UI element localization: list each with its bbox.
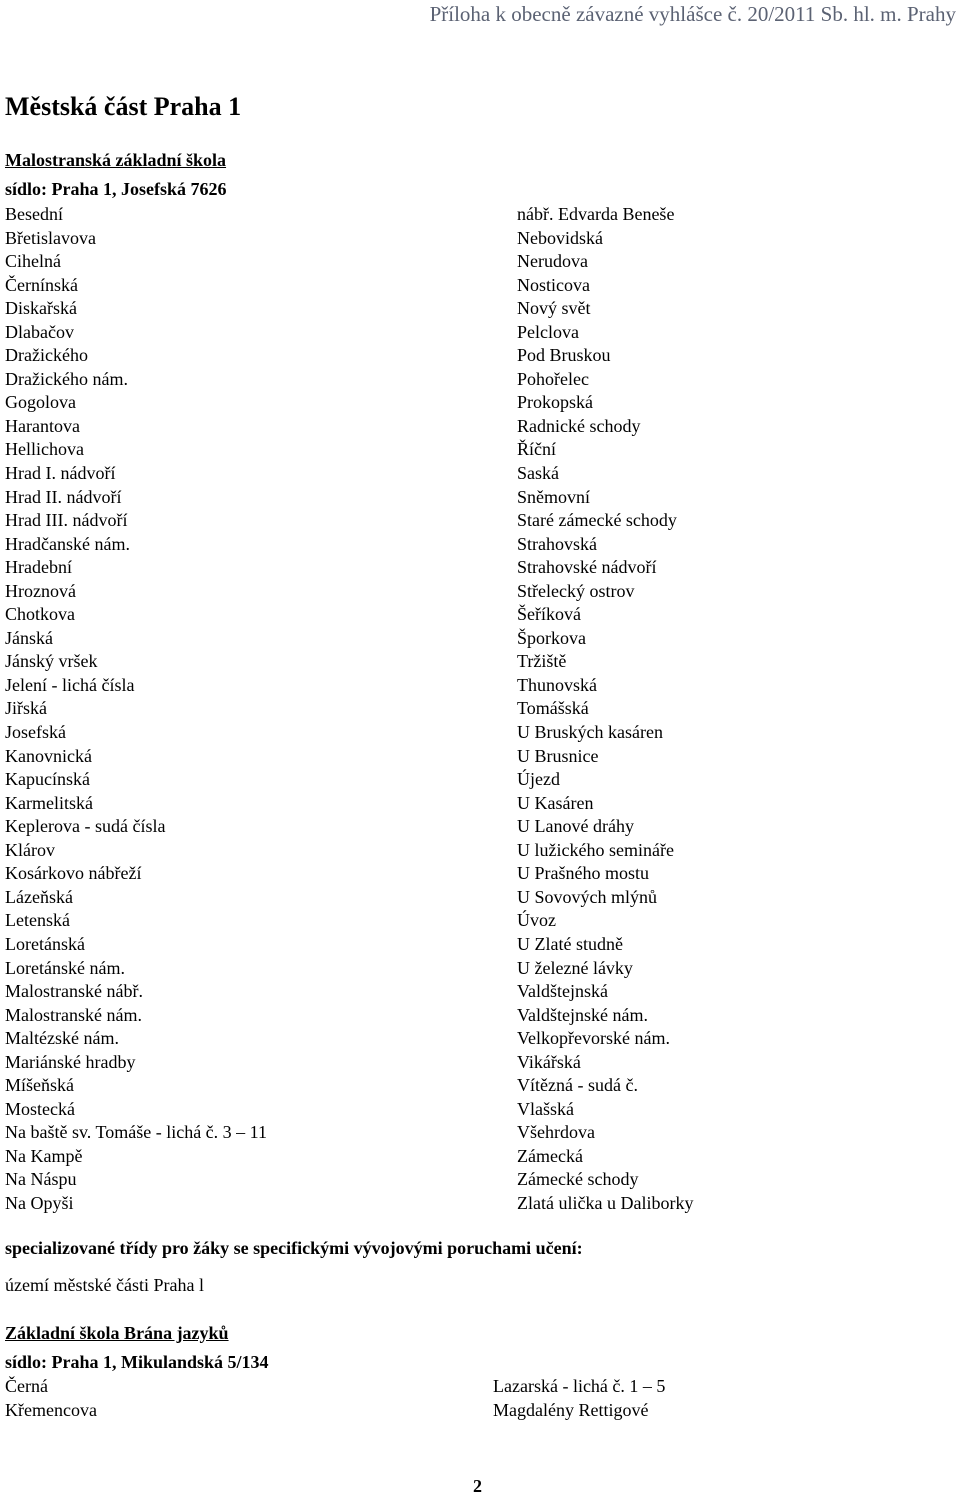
street-item: Dražického (5, 345, 88, 366)
street-item: Jánská (5, 627, 53, 648)
document-header: Příloha k obecně závazné vyhlášce č. 20/2011 Sb. hl. m. Prahy (429, 2, 956, 26)
street-item: Lazarská - lichá č. 1 – 5 (493, 1376, 666, 1396)
special-classes-title: specializované třídy pro žáky se specifickými vývojovými poruchami učení: (5, 1238, 583, 1258)
street-item: Jánský vršek (5, 651, 98, 672)
street-item: Jelení - lichá čísla (5, 674, 135, 695)
street-item: Hrad II. nádvoří (5, 486, 122, 507)
street-item: Křemencova (5, 1399, 97, 1420)
street-item: Mostecká (5, 1098, 75, 1119)
street-item: Dražického nám. (5, 368, 128, 389)
street-item: Na baště sv. Tomáše - lichá č. 3 – 11 (5, 1122, 268, 1143)
street-item: Velkopřevorské nám. (517, 1028, 670, 1049)
street-item: Nebovidská (517, 227, 603, 248)
street-item: Pelclova (517, 321, 579, 342)
street-item: Střelecký ostrov (517, 580, 635, 601)
street-item: Hroznová (5, 580, 76, 601)
street-item: Vikářská (517, 1051, 581, 1072)
street-item: Tomášská (517, 698, 589, 719)
street-item: Hrad III. nádvoří (5, 510, 128, 531)
street-item: Mariánské hradby (5, 1051, 136, 1072)
street-item: Říční (517, 439, 556, 460)
street-item: Hradební (5, 557, 72, 578)
street-item: Chotkova (5, 604, 75, 625)
street-item: Cihelná (5, 251, 61, 272)
school1-name: Malostranská základní škola (5, 150, 227, 170)
street-item: Kapucínská (5, 769, 90, 790)
district-title: Městská část Praha 1 (5, 92, 242, 121)
street-item: U Kasáren (517, 792, 594, 813)
school1-streets-left (5, 203, 267, 1216)
street-item: Jiřská (5, 698, 47, 719)
street-item: Vlašská (517, 1098, 574, 1119)
school2-streets-left (5, 1375, 97, 1422)
street-item: U Prašného mostu (517, 863, 649, 884)
street-item: U Sovových mlýnů (517, 886, 658, 907)
street-item: Letenská (5, 910, 70, 931)
street-item: Kosárkovo nábřeží (5, 863, 142, 884)
street-item: Josefská (5, 722, 66, 743)
street-item: Valdštejnská (517, 981, 608, 1002)
street-item: Lázeňská (5, 886, 73, 907)
street-item: Staré zámecké schody (517, 510, 677, 531)
school2-seat: sídlo: Praha 1, Mikulandská 5/134 (5, 1352, 269, 1372)
street-item: Radnické schody (517, 415, 641, 436)
street-item: Na Kampě (5, 1145, 83, 1166)
street-item: Břetislavova (5, 227, 96, 248)
school2-streets-right (493, 1375, 665, 1422)
street-item: Nosticova (517, 274, 590, 295)
street-item: Šeříková (517, 604, 581, 625)
street-item: Diskařská (5, 298, 77, 319)
street-item: Zámecká (517, 1145, 583, 1166)
street-item: Nerudova (517, 251, 588, 272)
street-item: Kanovnická (5, 745, 92, 766)
street-item: Úvoz (517, 910, 556, 931)
street-item: Harantova (5, 415, 80, 436)
street-item: Na Náspu (5, 1169, 77, 1190)
street-item: Pod Bruskou (517, 345, 611, 366)
street-item: Strahovská (517, 533, 597, 554)
street-item: Keplerova - sudá čísla (5, 816, 166, 837)
street-item: Dlabačov (5, 321, 74, 342)
street-item: nábř. Edvarda Beneše (517, 204, 675, 224)
street-item: Strahovské nádvoří (517, 557, 657, 578)
street-item: Hrad I. nádvoří (5, 463, 116, 484)
street-item: Všehrdova (517, 1122, 595, 1143)
street-item: U Zlaté studně (517, 933, 623, 954)
school1-seat: sídlo: Praha 1, Josefská 7626 (5, 179, 227, 199)
school2-name: Základní škola Brána jazyků (5, 1323, 229, 1343)
street-item: Zlatá ulička u Daliborky (517, 1192, 694, 1213)
street-item: Malostranské nám. (5, 1004, 142, 1025)
street-item: U lužického semináře (517, 839, 674, 860)
street-item: Karmelitská (5, 792, 93, 813)
street-item: Vítězná - sudá č. (517, 1075, 638, 1096)
street-item: Loretánská (5, 933, 85, 954)
page-number: 2 (473, 1476, 482, 1496)
street-item: Klárov (5, 839, 55, 860)
street-item: Újezd (517, 769, 560, 790)
street-item: Gogolova (5, 392, 76, 413)
street-item: Tržiště (517, 651, 567, 672)
street-item: Pohořelec (517, 368, 589, 389)
street-item: Nový svět (517, 298, 591, 319)
street-item: U Brusnice (517, 745, 599, 766)
street-item: Valdštejnské nám. (517, 1004, 648, 1025)
street-item: Hradčanské nám. (5, 533, 130, 554)
street-item: Thunovská (517, 674, 597, 695)
street-item: Zámecké schody (517, 1169, 639, 1190)
street-item: Loretánské nám. (5, 957, 125, 978)
street-item: Na Opyši (5, 1192, 74, 1213)
special-classes-territory: území městské části Praha l (5, 1275, 204, 1295)
street-item: U Bruských kasáren (517, 722, 663, 743)
street-item: U Lanové dráhy (517, 816, 634, 837)
street-item: U železné lávky (517, 957, 633, 978)
street-item: Černínská (5, 274, 78, 295)
street-item: Sněmovní (517, 486, 591, 507)
street-item: Hellichova (5, 439, 84, 460)
street-item: Maltézské nám. (5, 1028, 119, 1049)
street-item: Magdalény Rettigové (493, 1399, 649, 1420)
street-item: Černá (5, 1376, 48, 1396)
street-item: Malostranské nábř. (5, 981, 143, 1002)
street-item: Besední (5, 204, 63, 224)
street-item: Šporkova (517, 627, 586, 648)
street-item: Míšeňská (5, 1075, 74, 1096)
school1-streets-right (517, 203, 693, 1216)
street-item: Saská (517, 463, 559, 484)
street-item: Prokopská (517, 392, 593, 413)
